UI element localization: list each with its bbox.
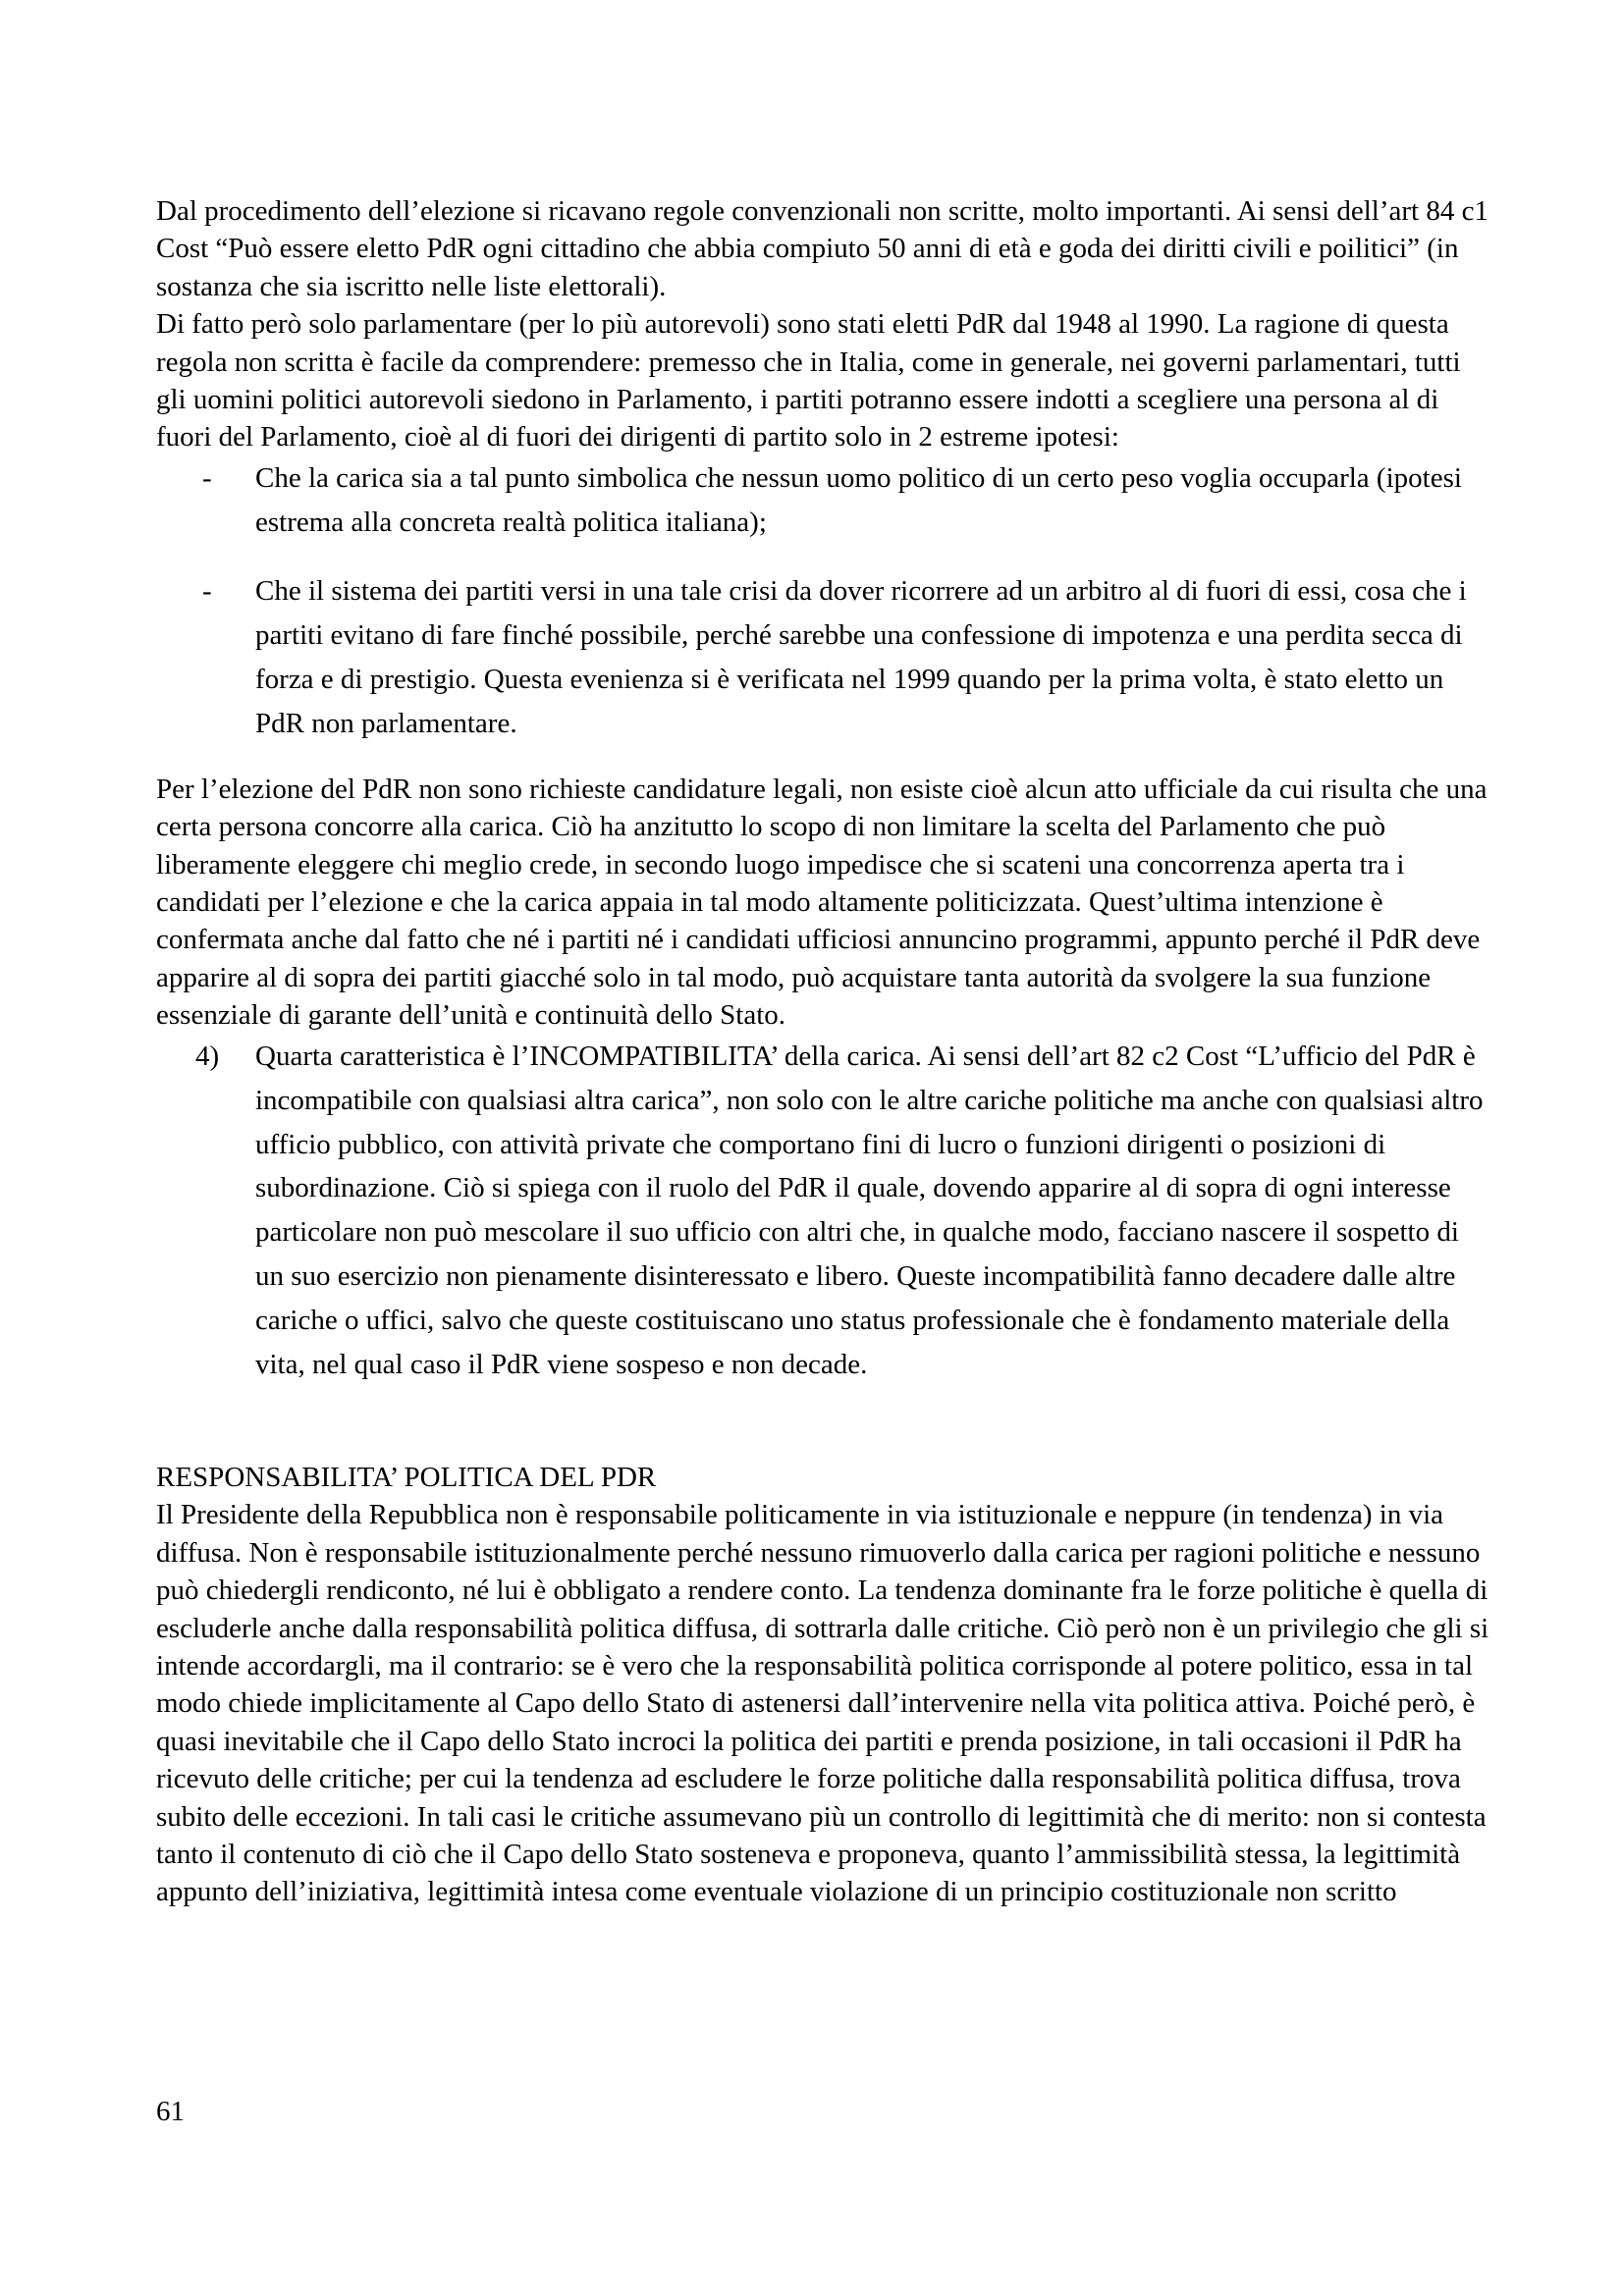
list-item-text: Che il sistema dei partiti versi in una tale crisi da dover ricorrere ad un arbitro al di fuori di essi, cosa che i partiti evitano di fare finché possibile, perché sarebbe una confessione di impotenza e una perdita secca di forza e di prestigio. Questa evenienza si è verificata nel 1999 quando per la prima volta, è stato eletto un PdR non parlamentare. xyxy=(255,574,1467,739)
intro-paragraph-art84: Dal procedimento dell’elezione si ricavano regole convenzionali non scritte, molto importanti. Ai sensi dell’art 84 c1 Cost “Può essere eletto PdR ogni cittadino che abbia compiuto 50 anni di età e goda dei diritti civili e poilitici” (in sostanza che sia iscritto nelle liste elettorali). xyxy=(156,195,1488,302)
candidature-paragraph: Per l’elezione del PdR non sono richieste candidature legali, non esiste cioè alcun atto ufficiale da cui risulta che una certa persona concorre alla carica. Ciò ha anzitutto lo scopo di non limitare la scelta del Parlamento che può liberamente eleggere chi meglio crede, in secondo luogo impedisce che si scateni una concorrenza aperta tra i candidati per l’elezione e che la carica appaia in tal modo altamente politicizzata. Quest’ultima intenzione è confermata anche dal fatto che né i partiti né i candidati ufficiosi annuncino programmi, appunto perché il PdR deve apparire al di sopra dei partiti giacché solo in tal modo, può acquistare tanta autorità da svolgere la sua funzione essenziale di garante dell’unità e continuità dello Stato. xyxy=(156,773,1488,1032)
numbered-item-incompatibilita xyxy=(156,1035,1491,1387)
list-item xyxy=(156,569,1491,746)
list-dash-marker: - xyxy=(202,461,212,494)
intro-paragraph-parlamentari: Di fatto però solo parlamentare (per lo più autorevoli) sono stati eletti PdR dal 1948 al 1990. La ragione di questa regola non scritta è facile da comprendere: premesso che in Italia, come in generale, nei governi parlamentari, tutti gli uomini politici autorevoli siedono in Parlamento, i partiti potranno essere indotti a scegliere una persona al di fuori del Parlamento, cioè al di fuori dei dirigenti di partito solo in 2 estreme ipotesi: xyxy=(156,308,1461,454)
hypotheses-list xyxy=(156,456,1491,746)
list-item-text: Che la carica sia a tal punto simbolica che nessun uomo politico di un certo peso voglia occuparla (ipotesi estrema alla concreta realtà politica italiana); xyxy=(255,461,1462,538)
list-dash-marker: - xyxy=(202,574,212,607)
numbered-marker: 4) xyxy=(195,1040,220,1072)
page-body xyxy=(156,192,1491,1911)
page-number: 61 xyxy=(156,2096,185,2127)
list-item xyxy=(156,456,1491,545)
responsabilita-paragraph: Il Presidente della Repubblica non è responsabile politicamente in via istituzionale e neppure (in tendenza) in via diffusa. Non è responsabile istituzionalmente perché nessuno rimuoverlo dalla carica per ragioni politiche e nessuno può chiedergli rendiconto, né lui è obbligato a rendere conto. La tendenza dominante fra le forze politiche è quella di escluderle anche dalla responsabilità politica diffusa, di sottrarla dalle critiche. Ciò però non è un privilegio che gli si intende accordargli, ma il contrario: se è vero che la responsabilità politica corrisponde al potere politico, essa in tal modo chiede implicitamente al Capo dello Stato di astenersi dall’intervenire nella vita politica attiva. Poiché però, è quasi inevitabile che il Capo dello Stato incroci la politica dei partiti e prenda posizione, in tali occasioni il PdR ha ricevuto delle critiche; per cui la tendenza ad escludere le forze politiche dalla responsabilità politica diffusa, trova subito delle eccezioni. In tali casi le critiche assumevano più un controllo di legittimità che di merito: non si contesta tanto il contenuto di ciò che il Capo dello Stato sosteneva e proponeva, quanto l’ammissibilità stessa, la legittimità appunto dell’iniziativa, legittimità intesa come eventuale violazione di un principio costituzionale non scritto xyxy=(156,1499,1489,1908)
section-heading: RESPONSABILITA’ POLITICA DEL PDR xyxy=(156,1461,657,1493)
numbered-item-text: Quarta caratteristica è l’INCOMPATIBILITA’ della carica. Ai sensi dell’art 82 c2 Cost “L’ufficio del PdR è incompatibile con qualsiasi altra carica”, non solo con le altre cariche politiche ma anche con qualsiasi altro ufficio pubblico, con attività private che comportano fini di lucro o funzioni dirigenti o posizioni di subordinazione. Ciò si spiega con il ruolo del PdR il quale, dovendo apparire al di sopra di ogni interesse particolare non può mescolare il suo ufficio con altri che, in qualche modo, facciano nascere il sospetto di un suo esercizio non pienamente disinteressato e libero. Queste incompatibilità fanno decadere dalle altre cariche o uffici, salvo che queste costituiscano uno status professionale che è fondamento materiale della vita, nel qual caso il PdR viene sospeso e non decade. xyxy=(255,1040,1484,1381)
